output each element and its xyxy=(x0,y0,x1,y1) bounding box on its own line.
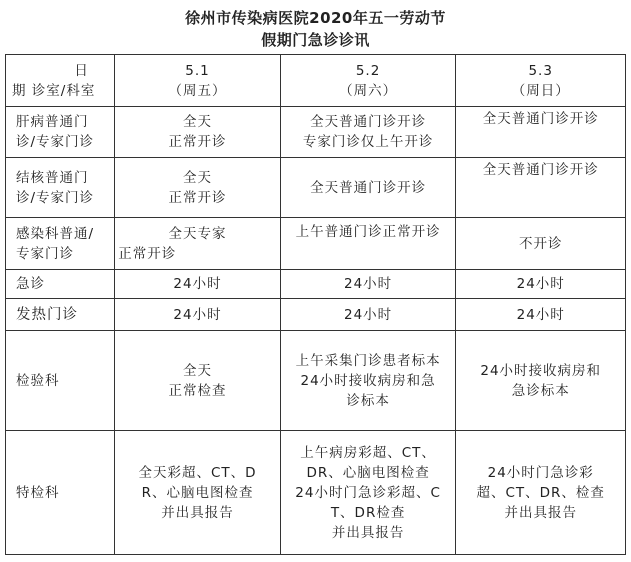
day-weekday: （周日） xyxy=(511,82,570,99)
table-row xyxy=(6,299,626,331)
title-line-2: 假期门急诊诊讯 xyxy=(261,31,370,49)
schedule-cell xyxy=(456,107,626,158)
table-row xyxy=(6,107,626,158)
title-line-1: 徐州市传染病医院2020年五一劳动节 xyxy=(185,9,446,27)
schedule-cell xyxy=(280,331,456,431)
cell-line: 全天彩超、CT、D xyxy=(138,464,257,481)
corner-cell xyxy=(6,55,115,107)
schedule-cell xyxy=(115,331,280,431)
cell-line: 全天专家 xyxy=(168,225,227,242)
schedule-cell xyxy=(280,107,456,158)
cell-line: T、DR检查 xyxy=(330,504,406,521)
table-row xyxy=(6,158,626,218)
cell-line: DR、心脑电图检查 xyxy=(306,464,430,481)
schedule-cell xyxy=(280,218,456,270)
corner-top-label: 日 xyxy=(74,62,89,79)
dept-cell xyxy=(6,331,115,431)
schedule-cell xyxy=(115,270,280,299)
cell-line: 全天普通门诊开诊 xyxy=(482,111,599,127)
day-date: 5.2 xyxy=(355,62,381,79)
cell-line: 24小时 xyxy=(343,276,393,292)
cell-line: 诊标本 xyxy=(346,392,390,409)
cell-line: 并出具报告 xyxy=(504,504,577,521)
schedule-cell xyxy=(115,299,280,331)
schedule-cell xyxy=(115,107,280,158)
cell-line: 正常开诊 xyxy=(118,245,177,262)
dept-line: 专家门诊 xyxy=(16,245,74,262)
cell-line: 全天普通门诊开诊 xyxy=(310,179,427,196)
schedule-table xyxy=(5,54,626,555)
schedule-cell xyxy=(456,218,626,270)
cell-line: 24小时 xyxy=(516,306,565,323)
cell-line: 不开诊 xyxy=(518,235,563,252)
dept-cell xyxy=(6,158,115,218)
day-weekday: （周六） xyxy=(339,82,398,99)
cell-line: 全天 xyxy=(183,362,213,379)
dept-line: 肝病普通门 xyxy=(16,114,89,130)
dept-line: 诊/专家门诊 xyxy=(16,134,95,150)
cell-line: 全天 xyxy=(183,114,213,130)
schedule-cell xyxy=(456,158,626,218)
table-row xyxy=(6,331,626,431)
cell-line: 正常检查 xyxy=(168,382,227,399)
dept-cell xyxy=(6,270,115,299)
cell-line: 上午病房彩超、CT、 xyxy=(300,444,436,461)
schedule-cell xyxy=(280,158,456,218)
cell-line: 全天 xyxy=(183,169,213,186)
table-header-row xyxy=(6,55,626,107)
schedule-cell xyxy=(456,431,626,555)
schedule-cell xyxy=(456,331,626,431)
table-row xyxy=(6,218,626,270)
day-header-1 xyxy=(115,55,280,107)
day-weekday: （周五） xyxy=(168,82,227,99)
notice-title xyxy=(0,0,631,48)
dept-line: 检验科 xyxy=(16,372,60,389)
cell-line: 全天普通门诊开诊 xyxy=(310,114,427,130)
cell-line: 超、CT、DR、检查 xyxy=(476,484,605,501)
cell-line: R、心脑电图检查 xyxy=(141,484,254,501)
cell-line: 正常开诊 xyxy=(168,134,227,150)
cell-line: 并出具报告 xyxy=(161,504,234,521)
cell-line: 急诊标本 xyxy=(511,382,570,399)
dept-cell xyxy=(6,431,115,555)
day-date: 5.3 xyxy=(528,62,553,79)
schedule-cell xyxy=(280,431,456,555)
cell-line: 专家门诊仅上午开诊 xyxy=(302,134,434,150)
cell-line: 24小时 xyxy=(343,306,393,323)
day-header-2 xyxy=(280,55,456,107)
cell-line: 上午普通门诊正常开诊 xyxy=(295,224,441,240)
schedule-cell xyxy=(456,270,626,299)
cell-line: 24小时 xyxy=(173,306,222,323)
schedule-cell xyxy=(456,299,626,331)
cell-line: 上午采集门诊患者标本 xyxy=(295,352,441,369)
schedule-cell xyxy=(115,431,280,555)
cell-line: 正常开诊 xyxy=(168,189,227,206)
cell-line: 24小时门急诊彩超、C xyxy=(295,484,441,501)
table-row xyxy=(6,431,626,555)
dept-line: 结核普通门 xyxy=(16,169,89,186)
dept-line: 急诊 xyxy=(16,276,45,292)
dept-line: 诊/专家门诊 xyxy=(16,189,95,206)
dept-cell xyxy=(6,299,115,331)
cell-line: 24小时接收病房和 xyxy=(480,362,602,379)
schedule-cell xyxy=(115,158,280,218)
dept-line: 发热门诊 xyxy=(16,306,78,323)
schedule-cell xyxy=(280,299,456,331)
corner-bottom-label: 期 诊室/科室 xyxy=(12,82,96,99)
cell-line: 24小时 xyxy=(516,276,565,292)
day-date: 5.1 xyxy=(185,62,210,79)
schedule-cell xyxy=(115,218,280,270)
schedule-cell xyxy=(280,270,456,299)
cell-line: 全天普通门诊开诊 xyxy=(482,162,599,178)
day-header-3 xyxy=(456,55,626,107)
dept-cell xyxy=(6,107,115,158)
cell-line: 并出具报告 xyxy=(331,524,405,541)
cell-line: 24小时 xyxy=(173,276,222,292)
dept-cell xyxy=(6,218,115,270)
dept-line: 特检科 xyxy=(16,484,60,501)
table-row xyxy=(6,270,626,299)
cell-line: 24小时接收病房和急 xyxy=(300,372,436,389)
cell-line: 24小时门急诊彩 xyxy=(487,464,594,481)
dept-line: 感染科普通/ xyxy=(16,225,95,242)
